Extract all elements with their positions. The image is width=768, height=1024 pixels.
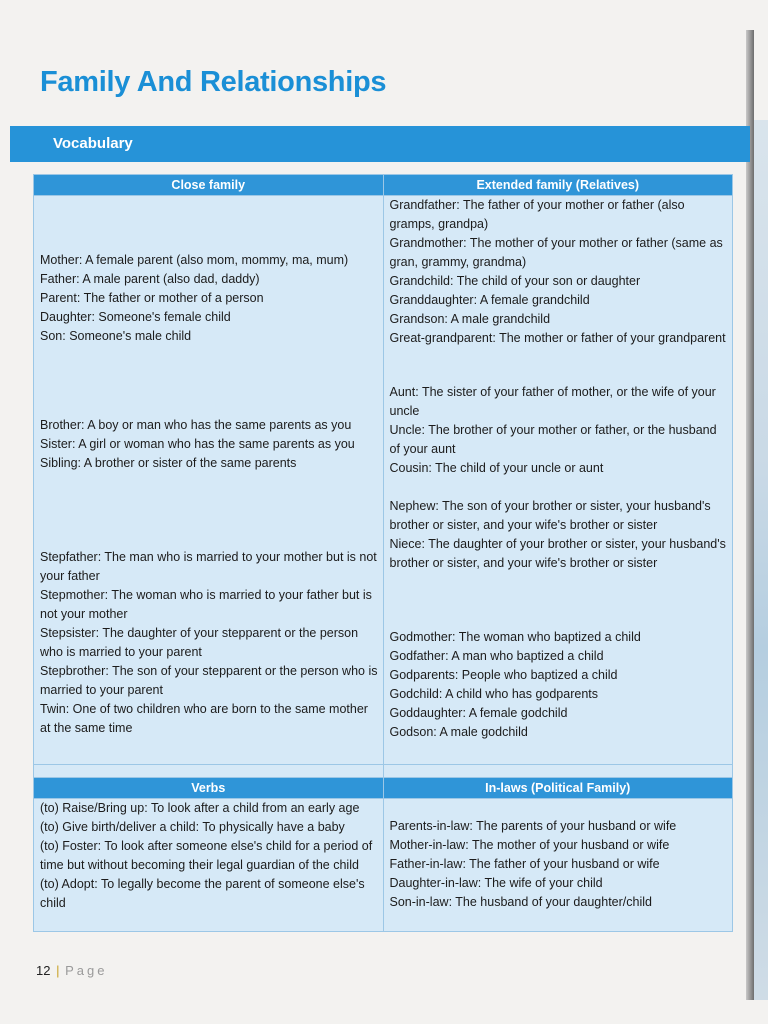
vocab-term: Father xyxy=(40,272,77,286)
vocab-colon: : xyxy=(469,819,477,833)
vocab-term: Parents-in-law xyxy=(389,819,470,833)
vocab-colon: : xyxy=(463,236,470,250)
vocab-term: Uncle xyxy=(389,423,422,437)
vocab-entry xyxy=(390,196,729,234)
vocab-group xyxy=(390,799,729,912)
vocab-entry xyxy=(40,837,379,875)
table-separator-row xyxy=(34,765,733,778)
vocab-colon: : xyxy=(445,649,452,663)
verbs-row xyxy=(34,799,733,932)
vocab-entry xyxy=(40,662,379,700)
vocab-group xyxy=(40,416,379,473)
vocab-definition: People who baptized a child xyxy=(461,668,618,682)
vocab-definition: Someone's female child xyxy=(98,310,231,324)
vocab-term: Godson xyxy=(389,725,434,739)
vocab-entry xyxy=(40,308,379,327)
vocab-colon: : xyxy=(448,895,456,909)
vocab-term: Father-in-law xyxy=(389,857,463,871)
vocab-entry xyxy=(390,704,729,723)
vocab-term: Son-in-law xyxy=(389,895,449,909)
vocab-colon: : xyxy=(91,310,99,324)
vocab-entry xyxy=(40,586,379,624)
vocab-colon: : xyxy=(438,687,446,701)
vocab-definition: The mother or father of your grandparent xyxy=(499,331,726,345)
vocab-definition: A female godchild xyxy=(468,706,568,720)
vocab-entry xyxy=(390,666,729,685)
vocab-entry xyxy=(390,291,729,310)
vocab-colon: : xyxy=(97,839,105,853)
vocab-term: Parent xyxy=(40,291,77,305)
vocab-entry xyxy=(40,327,379,346)
vocab-definition: The daughter of your brother or sister, your husband's brother or sister, and your wife's brother or sister xyxy=(389,537,726,570)
vocab-term: Daughter-in-law xyxy=(389,876,478,890)
vocab-term: Grandson xyxy=(389,312,445,326)
vocab-entry xyxy=(390,628,729,647)
vocab-term: (to) Give birth/deliver a child xyxy=(40,820,196,834)
vocab-entry xyxy=(40,454,379,473)
vocab-colon: : xyxy=(456,198,463,212)
vocab-definition: The father of your mother or father (also gramps, grandpa) xyxy=(389,198,685,231)
vocab-group xyxy=(40,548,379,738)
vocab-term: (to) Raise/Bring up xyxy=(40,801,145,815)
vocab-term: Twin xyxy=(40,702,66,716)
vocab-term: (to) Adopt xyxy=(40,877,95,891)
page-edge-shadow xyxy=(746,30,754,1000)
vocab-definition: The son of your stepparent or the person who is married to your parent xyxy=(40,664,378,697)
vocab-colon: : xyxy=(492,331,500,345)
vocab-term: Grandmother xyxy=(389,236,464,250)
vocab-colon: : xyxy=(104,588,112,602)
vocab-definition: The brother of your mother or father, or the husband of your aunt xyxy=(389,423,717,456)
vocab-entry xyxy=(390,647,729,666)
vocab-term: Niece xyxy=(389,537,422,551)
vocab-term: Nephew xyxy=(389,499,436,513)
verbs-header: Verbs xyxy=(34,778,384,799)
family-row xyxy=(34,196,733,765)
vocab-entry xyxy=(40,700,379,738)
close-family-cell xyxy=(34,196,384,765)
vocab-entry xyxy=(390,310,729,329)
vocab-term: Mother xyxy=(40,253,79,267)
vocab-term: Goddaughter xyxy=(389,706,463,720)
vocab-group xyxy=(40,251,379,346)
extended-family-header: Extended family (Relatives) xyxy=(383,175,733,196)
vocab-term: Sister xyxy=(40,437,72,451)
vocab-colon: : xyxy=(444,312,451,326)
vocab-entry xyxy=(390,855,729,874)
vocab-group xyxy=(390,497,729,573)
vocab-definition: A female grandchild xyxy=(479,293,590,307)
vocab-term: Daughter xyxy=(40,310,92,324)
vocab-definition: One of two children who are born to the same mother at the same time xyxy=(40,702,368,735)
vocab-colon: : xyxy=(435,499,443,513)
vocab-colon: : xyxy=(452,630,459,644)
vocab-entry xyxy=(40,799,379,818)
vocab-entry xyxy=(390,383,729,421)
vocab-colon: : xyxy=(94,877,101,891)
vocab-colon: : xyxy=(77,456,84,470)
vocab-definition: The father or mother of a person xyxy=(83,291,264,305)
vocab-definition: To look after a child from an early age xyxy=(150,801,360,815)
vocab-group xyxy=(390,196,729,348)
vocab-colon: : xyxy=(477,876,485,890)
vocab-definition: A male godchild xyxy=(439,725,528,739)
verbs-cell xyxy=(34,799,384,932)
vocab-term: Godfather xyxy=(389,649,446,663)
vocab-entry xyxy=(40,289,379,308)
vocab-definition: A female parent (also mom, mommy, ma, mum) xyxy=(85,253,349,267)
vocab-colon: : xyxy=(473,293,480,307)
vocab-group xyxy=(40,799,379,913)
vocab-term: Cousin xyxy=(389,461,429,475)
vocab-colon: : xyxy=(195,820,203,834)
vocab-entry xyxy=(390,685,729,704)
vocab-entry xyxy=(40,548,379,586)
vocab-definition: To legally become the parent of someone else's child xyxy=(40,877,365,910)
page-word: Page xyxy=(65,963,108,978)
vocab-definition: A girl or woman who has the same parents as you xyxy=(78,437,355,451)
vocab-definition: A male parent (also dad, daddy) xyxy=(82,272,260,286)
vocab-entry xyxy=(40,270,379,289)
vocab-definition: To physically have a baby xyxy=(202,820,345,834)
vocab-entry xyxy=(390,234,729,272)
vocab-entry xyxy=(390,535,729,573)
vocab-entry xyxy=(390,817,729,836)
vocab-definition: The wife of your child xyxy=(484,876,603,890)
vocab-colon: : xyxy=(78,253,86,267)
separator-cell xyxy=(383,765,733,778)
vocab-term: Sibling xyxy=(40,456,78,470)
vocab-entry xyxy=(390,329,729,348)
section-banner xyxy=(10,126,750,162)
table-header-row xyxy=(34,778,733,799)
vocab-entry xyxy=(390,459,729,478)
vocab-entry xyxy=(390,874,729,893)
vocab-definition: The woman who is married to your father but is not your mother xyxy=(40,588,372,621)
vocab-definition: A male grandchild xyxy=(450,312,551,326)
vocab-term: Grandchild xyxy=(389,274,450,288)
vocab-definition: The mother of your mother or father (same as gran, grammy, grandma) xyxy=(389,236,723,269)
vocab-group xyxy=(390,383,729,478)
vocab-group xyxy=(390,628,729,742)
vocab-term: Stepmother xyxy=(40,588,105,602)
vocab-term: Stepbrother xyxy=(40,664,106,678)
vocab-definition: The sister of your father of mother, or the wife of your uncle xyxy=(389,385,716,418)
vocab-definition: Someone's male child xyxy=(69,329,192,343)
vocab-definition: To look after someone else's child for a period of time but without becoming their legal guardian of the child xyxy=(40,839,373,872)
vocab-term: (to) Foster xyxy=(40,839,98,853)
vocab-entry xyxy=(390,836,729,855)
vocab-entry xyxy=(40,818,379,837)
section-banner-label: Vocabulary xyxy=(53,135,133,152)
vocab-definition: The man who is married to your mother but is not your father xyxy=(40,550,377,583)
vocab-entry xyxy=(390,723,729,742)
vocab-definition: The father of your husband or wife xyxy=(469,857,660,871)
vocab-colon: : xyxy=(97,550,105,564)
vocab-colon: : xyxy=(421,423,429,437)
vocab-entry xyxy=(40,435,379,454)
vocab-term: Brother xyxy=(40,418,81,432)
vocab-definition: The son of your brother or sister, your husband's brother or sister, and your wife's brother or sister xyxy=(389,499,711,532)
vocab-term: Great-grandparent xyxy=(389,331,493,345)
vocab-definition: A brother or sister of the same parents xyxy=(83,456,297,470)
footer-separator: | xyxy=(56,963,60,978)
vocab-definition: A child who has godparents xyxy=(445,687,598,701)
vocab-term: Aunt xyxy=(389,385,416,399)
vocab-definition: The parents of your husband or wife xyxy=(476,819,677,833)
vocab-entry xyxy=(390,497,729,535)
vocab-colon: : xyxy=(449,274,457,288)
vocab-term: Godchild xyxy=(389,687,439,701)
vocab-definition: The child of your uncle or aunt xyxy=(435,461,604,475)
vocab-definition: The woman who baptized a child xyxy=(458,630,641,644)
vocab-term: Mother-in-law xyxy=(389,838,466,852)
vocab-term: Stepsister xyxy=(40,626,96,640)
separator-cell xyxy=(34,765,384,778)
page-number: 12 xyxy=(36,963,51,978)
vocab-colon: : xyxy=(76,291,84,305)
vocab-entry xyxy=(390,421,729,459)
vocab-term: Godparents xyxy=(389,668,455,682)
vocab-entry xyxy=(390,893,729,912)
vocab-entry xyxy=(40,624,379,662)
vocab-entry xyxy=(390,272,729,291)
vocabulary-table xyxy=(33,174,733,932)
vocab-colon: : xyxy=(65,702,73,716)
vocab-term: Stepfather xyxy=(40,550,98,564)
page-title: Family And Relationships xyxy=(40,66,387,98)
extended-family-cell xyxy=(383,196,733,765)
vocab-definition: A man who baptized a child xyxy=(451,649,604,663)
vocab-colon: : xyxy=(462,857,470,871)
vocab-term: Granddaughter xyxy=(389,293,474,307)
vocab-colon: : xyxy=(105,664,113,678)
page-footer xyxy=(36,963,107,978)
vocab-colon: : xyxy=(462,706,469,720)
page-edge-strip xyxy=(754,120,768,1000)
in-laws-header: In-laws (Political Family) xyxy=(383,778,733,799)
vocab-colon: : xyxy=(428,461,436,475)
vocab-colon: : xyxy=(465,838,472,852)
vocab-colon: : xyxy=(144,801,151,815)
vocab-colon: : xyxy=(415,385,422,399)
in-laws-cell xyxy=(383,799,733,932)
vocab-colon: : xyxy=(421,537,429,551)
vocab-colon: : xyxy=(81,418,88,432)
vocab-definition: The husband of your daughter/child xyxy=(455,895,652,909)
vocab-colon: : xyxy=(62,329,70,343)
vocab-term: Godmother xyxy=(389,630,453,644)
vocab-colon: : xyxy=(71,437,79,451)
vocab-colon: : xyxy=(76,272,83,286)
table-header-row xyxy=(34,175,733,196)
vocab-definition: The child of your son or daughter xyxy=(456,274,641,288)
vocab-entry xyxy=(40,875,379,913)
vocab-colon: : xyxy=(95,626,103,640)
vocab-definition: The daughter of your stepparent or the person who is married to your parent xyxy=(40,626,359,659)
vocab-entry xyxy=(40,251,379,270)
vocab-definition: The mother of your husband or wife xyxy=(471,838,670,852)
vocab-colon: : xyxy=(454,668,462,682)
close-family-header: Close family xyxy=(34,175,384,196)
vocab-definition: A boy or man who has the same parents as you xyxy=(87,418,352,432)
vocab-entry xyxy=(40,416,379,435)
vocab-term: Grandfather xyxy=(389,198,457,212)
vocab-colon: : xyxy=(433,725,440,739)
vocab-term: Son xyxy=(40,329,63,343)
